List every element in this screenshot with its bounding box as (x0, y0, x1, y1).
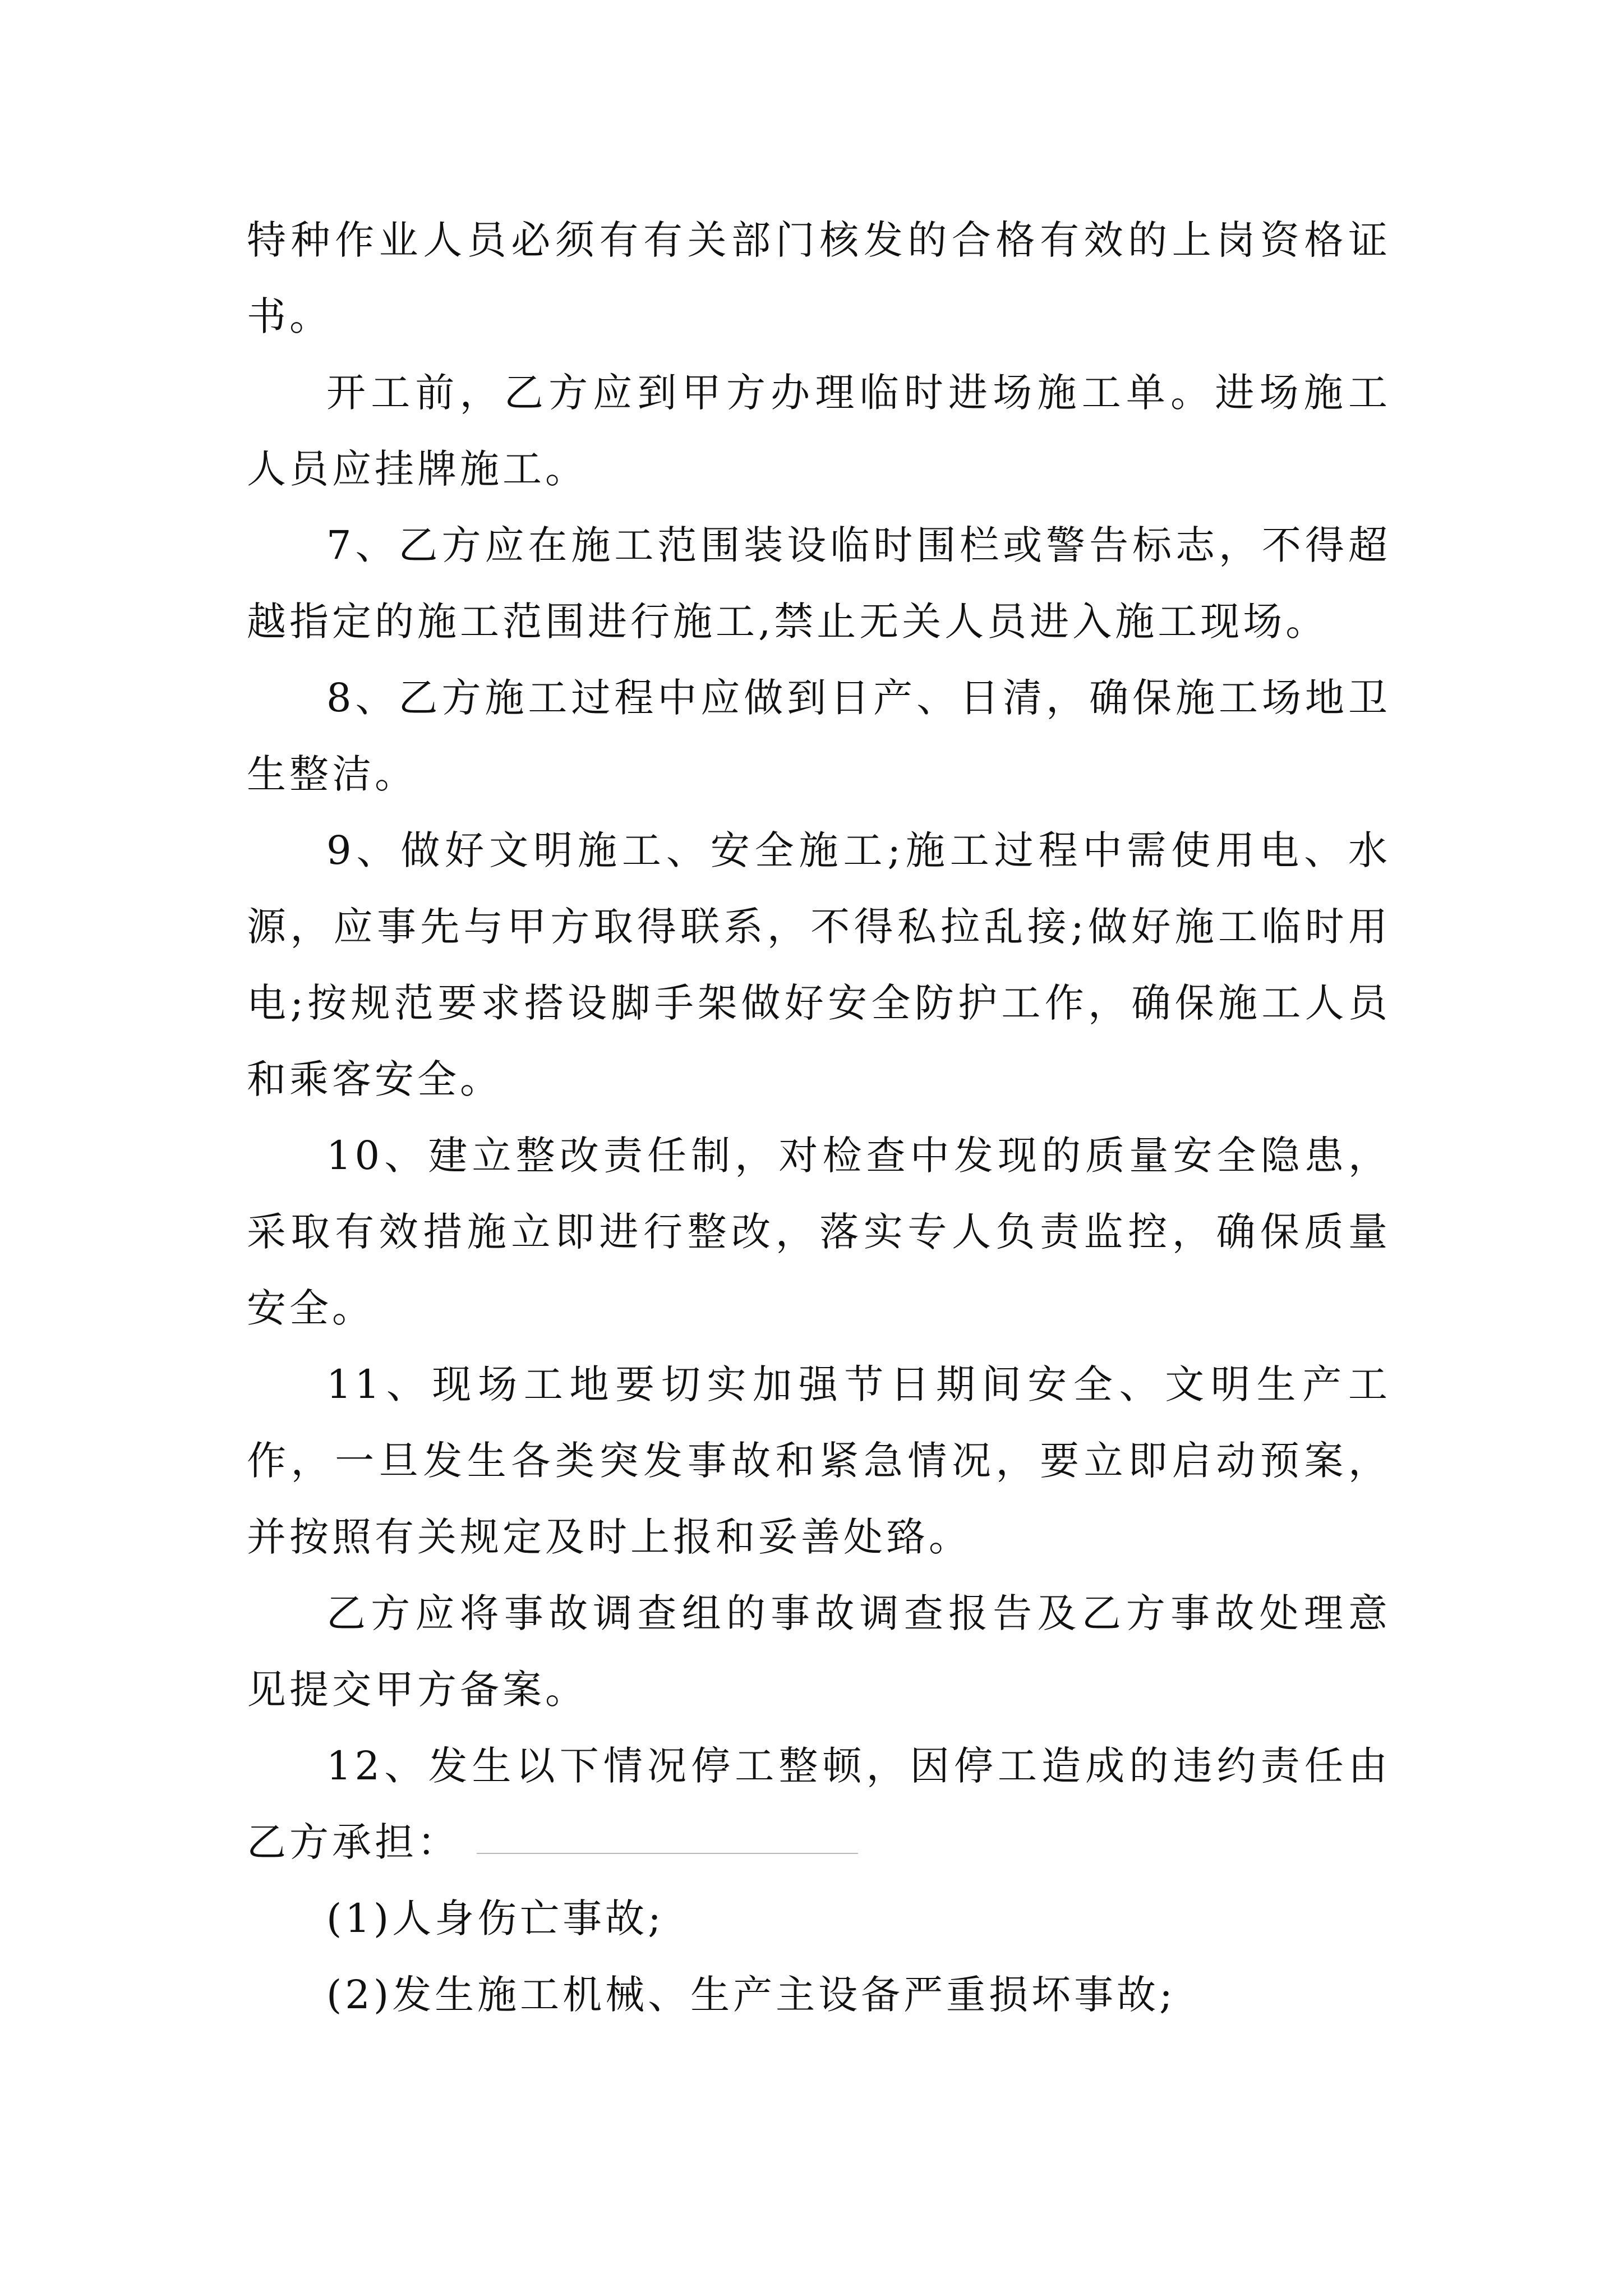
paragraph-3: 7、乙方应在施工范围装设临时围栏或警告标志，不得超越指定的施工范围进行施工,禁止无关人员进入施工现场。 (247, 522, 1391, 645)
paragraph-6: 10、建立整改责任制，对检查中发现的质量安全隐患，采取有效措施立即进行整改，落实专人负责监控，确保质量安全。 (247, 1133, 1391, 1331)
paragraph-8: 乙方应将事故调查组的事故调查报告及乙方事故处理意见提交甲方备案。 (247, 1590, 1391, 1713)
paragraph-2: 开工前，乙方应到甲方办理临时进场施工单。进场施工人员应挂牌施工。 (247, 370, 1391, 492)
paragraph-10: (1)人身伤亡事故; (326, 1895, 665, 1941)
paragraph-9 (247, 1728, 1391, 1880)
paragraph-9-text: 12、发生以下情况停工整顿，因停工造成的违约责任由乙方承担： (247, 1743, 1391, 1865)
paragraph-1: 特种作业人员必须有有关部门核发的合格有效的上岗资格证书。 (247, 217, 1391, 339)
paragraph-7: 11、现场工地要切实加强节日期间安全、文明生产工作，一旦发生各类突发事故和紧急情况，要立即启动预案，并按照有关规定及时上报和妥善处臵。 (247, 1361, 1391, 1560)
document-body (247, 202, 1391, 2033)
paragraph-11: (2)发生施工机械、生产主设备严重损坏事故; (326, 1972, 1176, 2018)
paragraph-4: 8、乙方施工过程中应做到日产、日清，确保施工场地卫生整洁。 (247, 675, 1391, 797)
fill-in-blank-line (477, 1853, 858, 1854)
paragraph-5: 9、做好文明施工、安全施工;施工过程中需使用电、水源，应事先与甲方取得联系，不得私拉乱接;做好施工临时用电;按规范要求搭设脚手架做好安全防护工作，确保施工人员和乘客安全。 (247, 827, 1391, 1102)
